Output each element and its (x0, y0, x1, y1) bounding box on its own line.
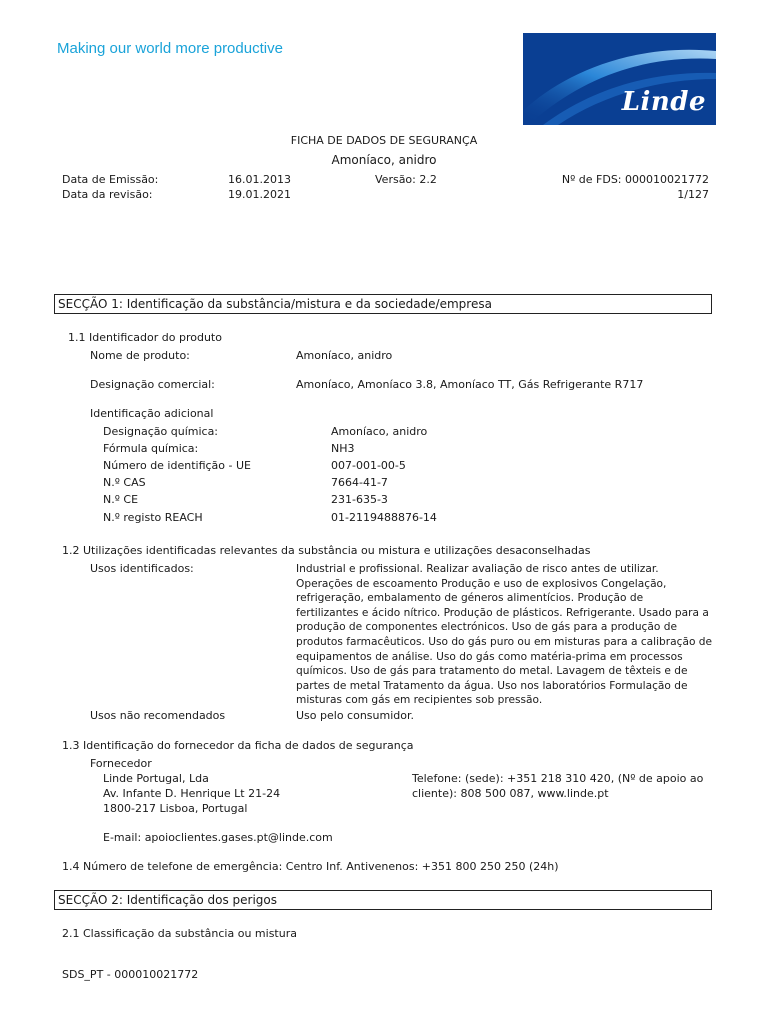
id-label: N.º registo REACH (103, 511, 203, 524)
issue-date-label: Data de Emissão: (62, 173, 159, 186)
section-1-title: SECÇÃO 1: Identificação da substância/mistura e da sociedade/empresa (58, 297, 492, 311)
id-label: Designação química: (103, 425, 219, 438)
section-2-title: SECÇÃO 2: Identificação dos perigos (58, 893, 278, 907)
id-value: Amoníaco, anidro (331, 425, 428, 438)
identified-uses-line: produção de componentes electrónicos. Uso de gás para a produção de (296, 621, 677, 634)
supplier-phone: Telefone: (sede): +351 218 310 420, (Nº de apoio ao cliente): 808 500 087, www.linde.pt (412, 772, 704, 800)
id-label: N.º CAS (103, 476, 146, 489)
supplier-email: E-mail: apoioclientes.gases.pt@linde.com (103, 831, 333, 844)
identified-uses-line: Industrial e profissional. Realizar avaliação de risco antes de utilizar. (296, 563, 659, 575)
section-2-header (54, 890, 712, 910)
supplier-label: Fornecedor (90, 757, 152, 770)
id-value: 007-001-00-5 (331, 459, 406, 472)
subsection-1-2-title: 1.2 Utilizações identificadas relevantes da substância ou mistura e utilizações desaconselhadas (62, 544, 591, 557)
product-name-label: Nome de produto: (90, 349, 190, 362)
page-number: 1/127 (677, 188, 709, 201)
sds-number: Nº de FDS: 000010021772 (561, 173, 709, 186)
product-title: Amoníaco, anidro (331, 153, 437, 167)
id-value: 231-635-3 (331, 493, 388, 506)
identified-uses-line: produtos farmacêuticos. Uso do gás puro ou em misturas para a calibração de (296, 636, 713, 648)
tagline: Making our world more productive (57, 40, 283, 57)
id-value: 01-2119488876-14 (331, 511, 437, 524)
identified-uses-label: Usos identificados: (90, 562, 194, 575)
identified-uses-line: refrigeração, embalamento de géneros alimentícios. Produção de (296, 592, 644, 605)
identified-uses-line: equipamentos de análise. Uso do gás como matéria-prima em processos (296, 650, 683, 663)
subsection-1-4-emergency: 1.4 Número de telefone de emergência: Centro Inf. Antivenenos: +351 800 250 250 (24h) (62, 860, 559, 873)
subsection-2-1-title: 2.1 Classificação da substância ou mistura (62, 927, 297, 940)
logo-wordmark: Linde (621, 87, 706, 117)
identified-uses-line: fertilizantes e ácido nítrico. Produção de plásticos. Refrigerante. Usado para a (296, 606, 709, 619)
subsection-1-3-title: 1.3 Identificação do fornecedor da ficha de dados de segurança (62, 739, 414, 752)
footer-code: SDS_PT - 000010021772 (62, 968, 199, 981)
document-title: FICHA DE DADOS DE SEGURANÇA (290, 134, 478, 147)
revision-date: 19.01.2021 (228, 188, 291, 201)
id-label: N.º CE (103, 493, 139, 506)
additional-identification-label: Identificação adicional (90, 407, 214, 420)
not-recommended-label: Usos não recomendados (90, 709, 226, 722)
supplier-name: Linde Portugal, Lda (103, 772, 209, 785)
section-1-header (54, 294, 712, 314)
identified-uses-line: Operações de escoamento Produção e uso de explosivos Congelação, (296, 577, 667, 590)
identified-uses-line: químicos. Uso de gás para tratamento do metal. Lavagem de têxteis e de (296, 665, 688, 678)
version: Versão: 2.2 (375, 173, 437, 186)
not-recommended-value: Uso pelo consumidor. (296, 709, 414, 722)
linde-logo (523, 33, 716, 125)
subsection-1-1-title: 1.1 Identificador do produto (68, 331, 222, 344)
supplier-address-1: Av. Infante D. Henrique Lt 21-24 (103, 787, 281, 800)
issue-date: 16.01.2013 (228, 173, 291, 186)
revision-date-label: Data da revisão: (62, 188, 153, 201)
identified-uses-line: partes de metal Tratamento da água. Uso nos laboratórios Formulação de (296, 679, 688, 692)
product-name-value: Amoníaco, anidro (296, 349, 393, 362)
supplier-address-2: 1800-217 Lisboa, Portugal (103, 802, 248, 815)
trade-name-label: Designação comercial: (90, 378, 215, 391)
trade-name-value: Amoníaco, Amoníaco 3.8, Amoníaco TT, Gás Refrigerante R717 (296, 378, 644, 391)
id-label: Fórmula química: (103, 442, 199, 455)
id-label: Número de identifição - UE (103, 459, 251, 472)
id-value: 7664-41-7 (331, 476, 388, 489)
identified-uses-line: misturas com gás em recipientes sob pressão. (296, 694, 543, 707)
id-value: NH3 (331, 442, 355, 455)
